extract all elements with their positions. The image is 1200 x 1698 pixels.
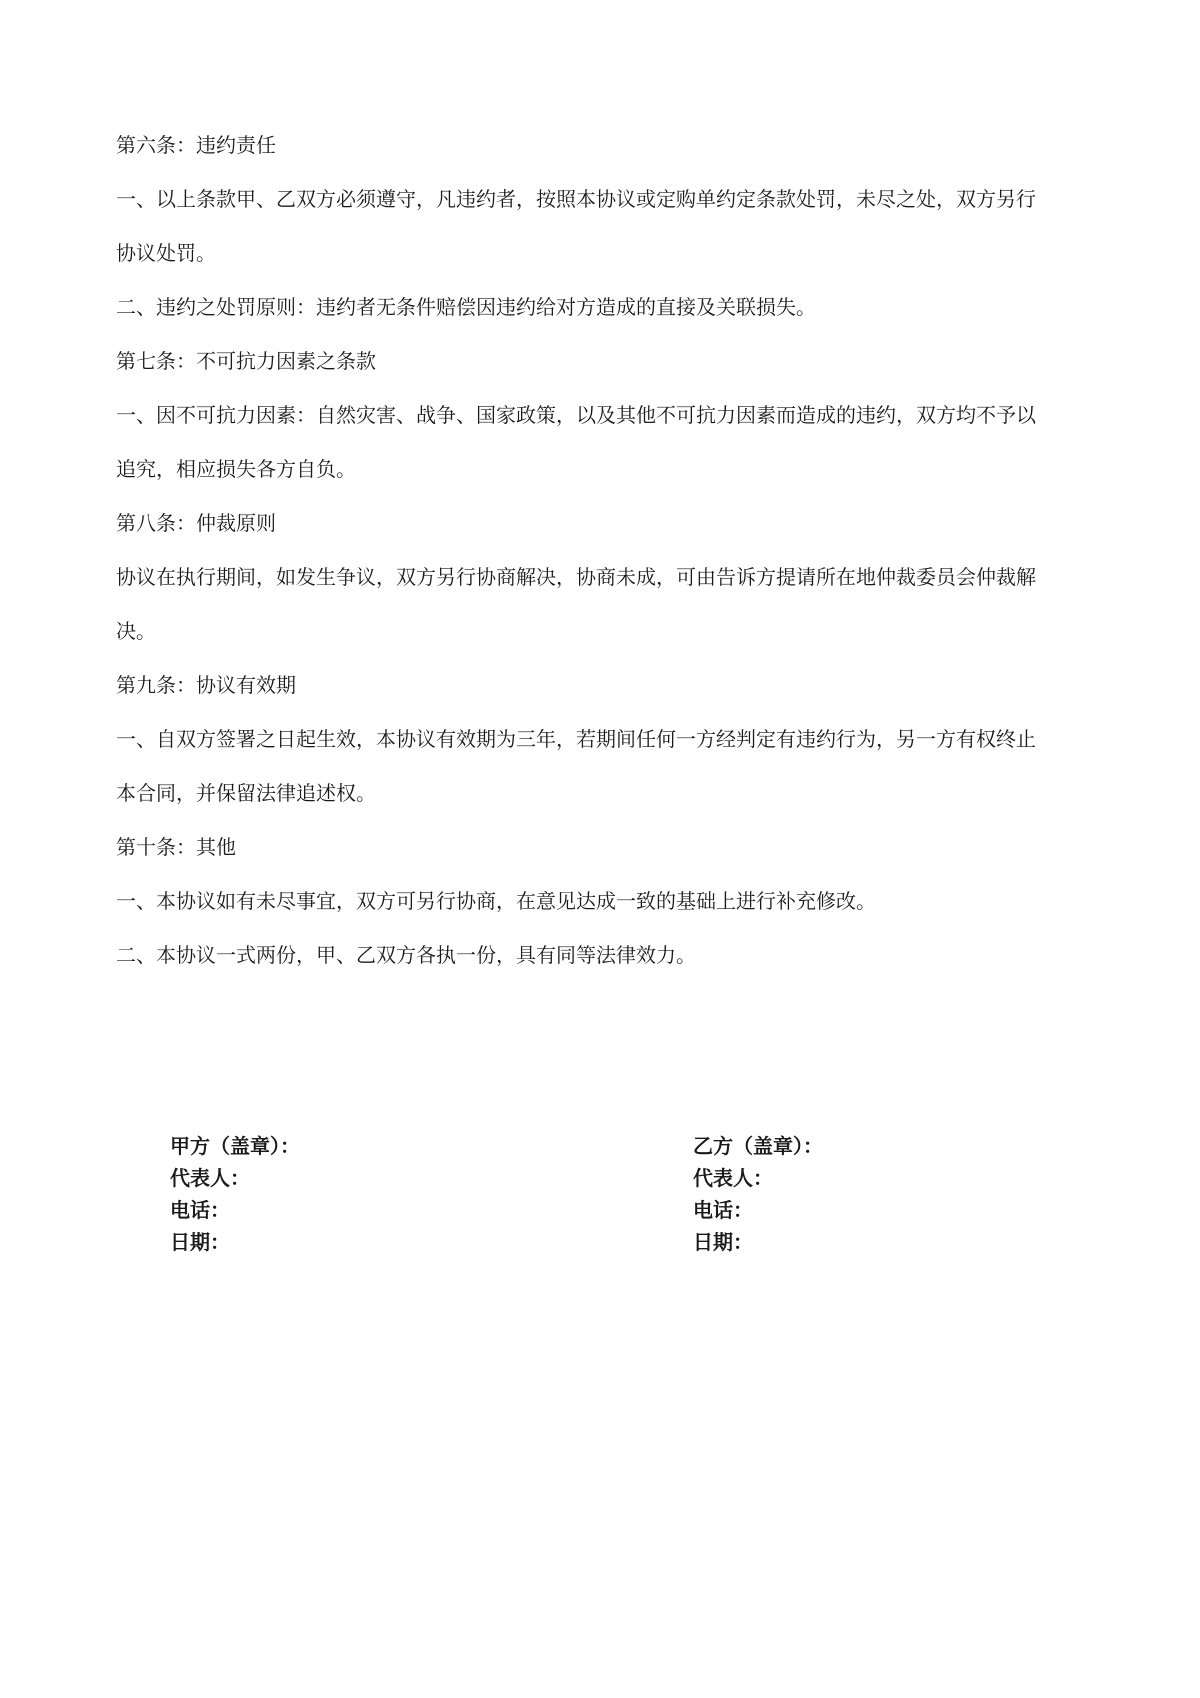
article-7-clause-1: 一、因不可抗力因素：自然灾害、战争、国家政策，以及其他不可抗力因素而造成的违约，双方均不予以 [116,403,1036,427]
article-6-clause-1: 一、以上条款甲、乙双方必须遵守，凡违约者，按照本协议或定购单约定条款处罚，未尽之处，双方另行 [116,187,1036,211]
article-9-clause-1: 一、自双方签署之日起生效，本协议有效期为三年，若期间任何一方经判定有违约行为，另一方有权终止 [116,727,1036,751]
party-a-phone-label: 电话： [170,1198,230,1222]
article-10-heading: 第十条：其他 [116,835,236,859]
party-b-seal-label: 乙方（盖章）： [693,1134,823,1158]
party-a-date-label: 日期： [170,1230,230,1254]
article-6-heading: 第六条：违约责任 [116,133,276,157]
article-10-clause-2: 二、本协议一式两份，甲、乙双方各执一份，具有同等法律效力。 [116,943,696,967]
article-9-clause-1-cont: 本合同，并保留法律追述权。 [116,781,376,805]
article-6-clause-1-cont: 协议处罚。 [116,241,216,265]
party-a-representative-label: 代表人： [170,1166,250,1190]
article-6-clause-2: 二、违约之处罚原则：违约者无条件赔偿因违约给对方造成的直接及关联损失。 [116,295,816,319]
article-7-clause-1-cont: 追究，相应损失各方自负。 [116,457,356,481]
party-b-date-label: 日期： [693,1230,753,1254]
party-a-seal-label: 甲方（盖章）： [170,1134,300,1158]
party-a-signature-block [170,1130,300,1258]
party-b-signature-block [693,1130,823,1258]
article-7-heading: 第七条：不可抗力因素之条款 [116,349,376,373]
article-9-heading: 第九条：协议有效期 [116,673,296,697]
contract-body [116,118,1096,982]
article-10-clause-1: 一、本协议如有未尽事宜，双方可另行协商，在意见达成一致的基础上进行补充修改。 [116,889,876,913]
article-8-text: 协议在执行期间，如发生争议，双方另行协商解决，协商未成，可由告诉方提请所在地仲裁委员会仲裁解 [116,565,1036,589]
party-b-phone-label: 电话： [693,1198,753,1222]
party-b-representative-label: 代表人： [693,1166,773,1190]
article-8-text-cont: 决。 [116,619,156,643]
article-8-heading: 第八条：仲裁原则 [116,511,276,535]
